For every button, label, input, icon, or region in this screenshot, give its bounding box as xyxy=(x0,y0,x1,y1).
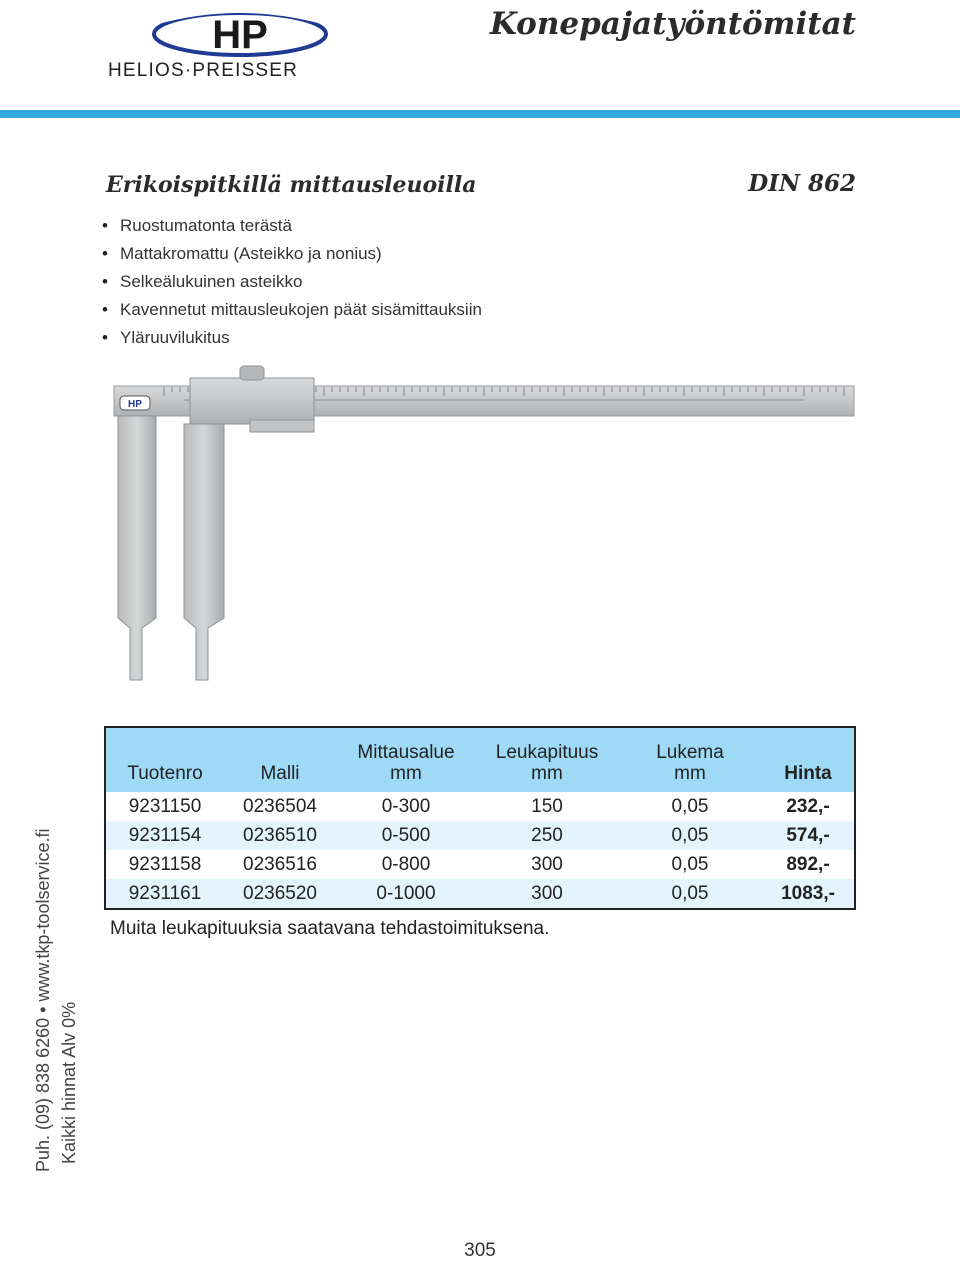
caliper-brand-mark: HP xyxy=(128,399,142,410)
feature-item: • Ruostumatonta terästä xyxy=(102,212,482,240)
cell-hinta: 1083,- xyxy=(781,882,835,904)
col-header-leukapituus: Leukapituus mm xyxy=(495,742,599,784)
table-row xyxy=(106,821,854,850)
side-contact-line: Puh. (09) 838 6260 • www.tkp-toolservice.fi xyxy=(33,828,53,1172)
col-header-lukema: Lukema mm xyxy=(656,742,724,784)
logo-text: HELIOS·PREISSER xyxy=(108,60,299,81)
cell-tuotenro: 9231150 xyxy=(128,795,202,817)
cell-lukema: 0,05 xyxy=(671,882,709,904)
table-row xyxy=(106,879,854,908)
cell-leukapituus: 300 xyxy=(531,853,563,875)
cell-lukema: 0,05 xyxy=(671,853,709,875)
cell-mittausalue: 0-300 xyxy=(381,795,431,817)
product-standard: DIN 862 xyxy=(748,170,856,197)
table-row xyxy=(106,850,854,879)
cell-malli: 0236510 xyxy=(243,824,317,846)
cell-tuotenro: 9231161 xyxy=(128,882,202,904)
feature-item: • Mattakromattu (Asteikko ja nonius) xyxy=(102,240,482,268)
cell-mittausalue: 0-800 xyxy=(381,853,431,875)
cell-malli: 0236520 xyxy=(243,882,317,904)
caliper-photo xyxy=(104,360,856,700)
cell-mittausalue: 0-500 xyxy=(381,824,431,846)
table-header xyxy=(106,728,854,792)
side-contact-info xyxy=(30,436,84,1172)
logo-mark: HP xyxy=(212,13,268,57)
cell-lukema: 0,05 xyxy=(671,824,709,846)
col-header-tuotenro: Tuotenro xyxy=(127,763,203,784)
cell-hinta: 232,- xyxy=(786,795,830,817)
cell-malli: 0236504 xyxy=(243,795,317,817)
side-vat-line: Kaikki hinnat Alv 0% xyxy=(59,1001,79,1164)
cell-mittausalue: 0-1000 xyxy=(376,882,436,904)
cell-hinta: 892,- xyxy=(786,853,830,875)
col-header-hinta: Hinta xyxy=(784,763,832,784)
col-header-malli: Malli xyxy=(260,763,300,784)
feature-item: • Yläruuvilukitus xyxy=(102,324,482,352)
cell-malli: 0236516 xyxy=(243,853,317,875)
availability-note: Muita leukapituuksia saatavana tehdastoimituksena. xyxy=(110,918,550,939)
header-accent-bar xyxy=(0,110,960,118)
page-header-title: Konepajatyöntömitat xyxy=(489,6,856,42)
helios-preisser-logo xyxy=(108,8,370,84)
feature-item: • Kavennetut mittausleukojen päät sisämittauksiin xyxy=(102,296,482,324)
product-title: Erikoispitkillä mittausleuoilla xyxy=(106,172,477,198)
cell-leukapituus: 150 xyxy=(531,795,563,817)
feature-list xyxy=(102,212,482,352)
cell-hinta: 574,- xyxy=(786,824,830,846)
product-table xyxy=(104,726,856,910)
col-header-mittausalue: Mittausalue mm xyxy=(357,742,455,784)
cell-leukapituus: 250 xyxy=(531,824,563,846)
cell-tuotenro: 9231154 xyxy=(128,824,202,846)
table-row xyxy=(106,792,854,821)
cell-tuotenro: 9231158 xyxy=(128,853,202,875)
feature-item: • Selkeälukuinen asteikko xyxy=(102,268,482,296)
page-number: 305 xyxy=(464,1240,496,1261)
cell-lukema: 0,05 xyxy=(671,795,709,817)
cell-leukapituus: 300 xyxy=(531,882,563,904)
